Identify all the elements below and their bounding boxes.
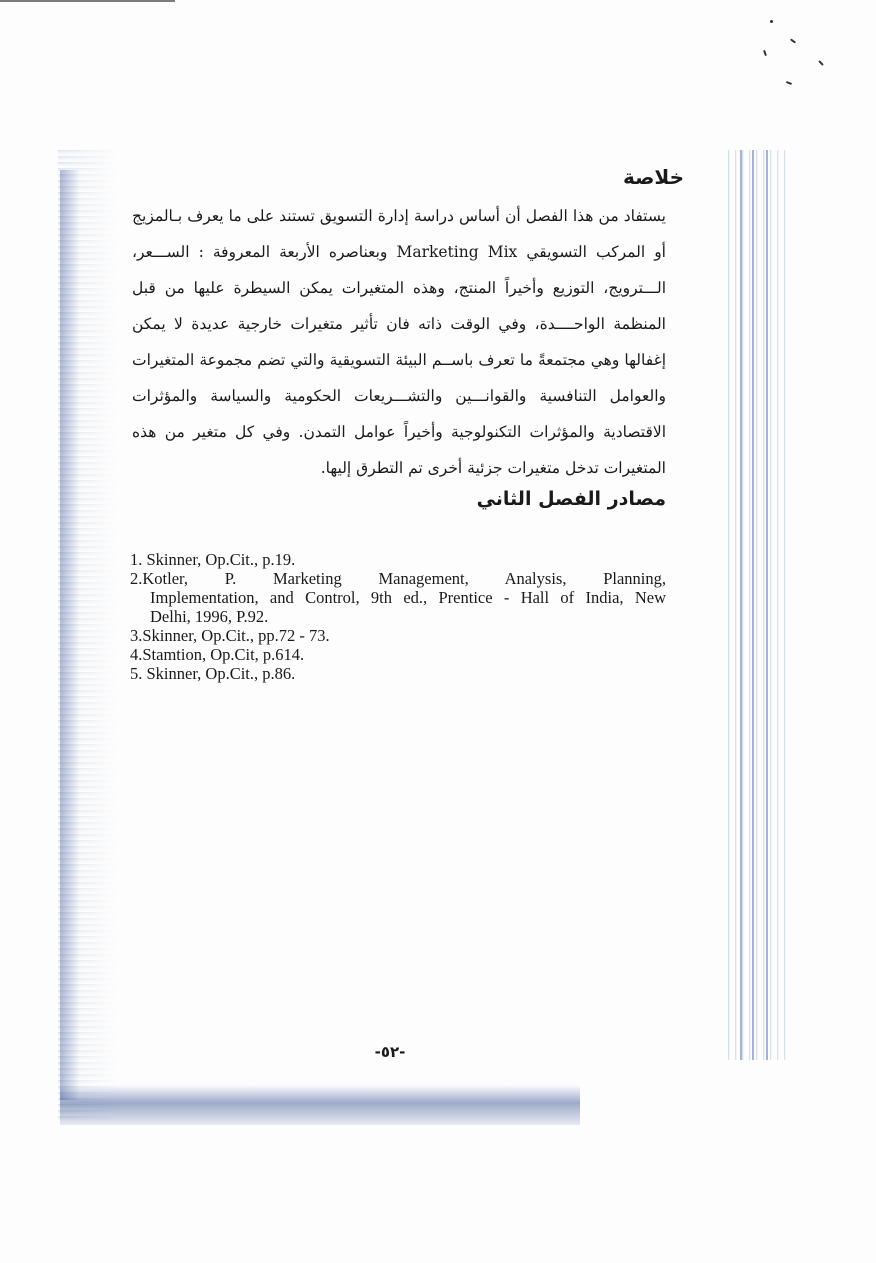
scan-line-right: [752, 150, 754, 1060]
reference-item: [130, 626, 666, 645]
reference-line: Delhi, 1996, P.92.: [150, 607, 269, 626]
reference-line: 1. Skinner, Op.Cit., p.19.: [130, 550, 296, 569]
reference-line: Implementation, and Control, 9th ed., Prentice - Hall of India, New: [150, 588, 666, 607]
page-number: -٥٢-: [374, 1043, 406, 1061]
scan-speck: [763, 50, 767, 56]
top-border-mark: [0, 0, 175, 2]
reference-line: 2.Kotler, P. Marketing Management, Analysis, Planning,: [130, 569, 666, 588]
reference-line: 3.Skinner, Op.Cit., pp.72 - 73.: [130, 626, 330, 645]
reference-item: [130, 550, 666, 569]
reference-item: [130, 664, 666, 683]
reference-item: [130, 645, 666, 664]
scan-line-right: [740, 150, 742, 1060]
reference-line: 4.Stamtion, Op.Cit, p.614.: [130, 645, 305, 664]
summary-heading: خلاصة: [622, 165, 684, 189]
sources-heading: مصادر الفصل الثاني: [476, 488, 666, 510]
scan-shadow-left-dark: [60, 170, 80, 1100]
scan-line-right: [766, 150, 768, 1060]
scan-speck: [770, 20, 773, 23]
scan-shadow-right: [728, 150, 788, 1060]
scan-speck: [818, 60, 824, 66]
references-list: [130, 550, 666, 683]
reference-line: 5. Skinner, Op.Cit., p.86.: [130, 664, 296, 683]
summary-paragraph: يستفاد من هذا الفصل أن أساس دراسة إدارة التسويق تستند على ما يعرف بـالمزيج أو المركب التسويقي Marketing Mix وبعناصره الأربعة المعروفة : الســـعر، الـــترويج، التوزيع وأخيراً المنتج، وهذه المتغيرات يمكن السيطرة عليها من قبل المنظمة الواحــــدة، وفي الوقت ذاته فان تأثير متغيرات خارجية عديدة لا يمكن إغفالها وهي مجتمعةً ما تعرف باســم البيئة التسويقية والتي تضم مجموعة المتغيرات والعوامل التنافسية والقوانـــين والتشـــريعات الحكومية والسياسة والمؤثرات الاقتصادية والمؤثرات التكنولوجية وأخيراً عوامل التمدن. وفي كل متغير من هذه المتغيرات تدخل متغيرات جزئية أخرى تم التطرق إليها.: [132, 207, 666, 477]
reference-item: [130, 569, 666, 626]
scan-speck: [790, 38, 796, 43]
scan-shadow-bottom: [60, 1085, 580, 1125]
scan-speck: [786, 81, 792, 85]
